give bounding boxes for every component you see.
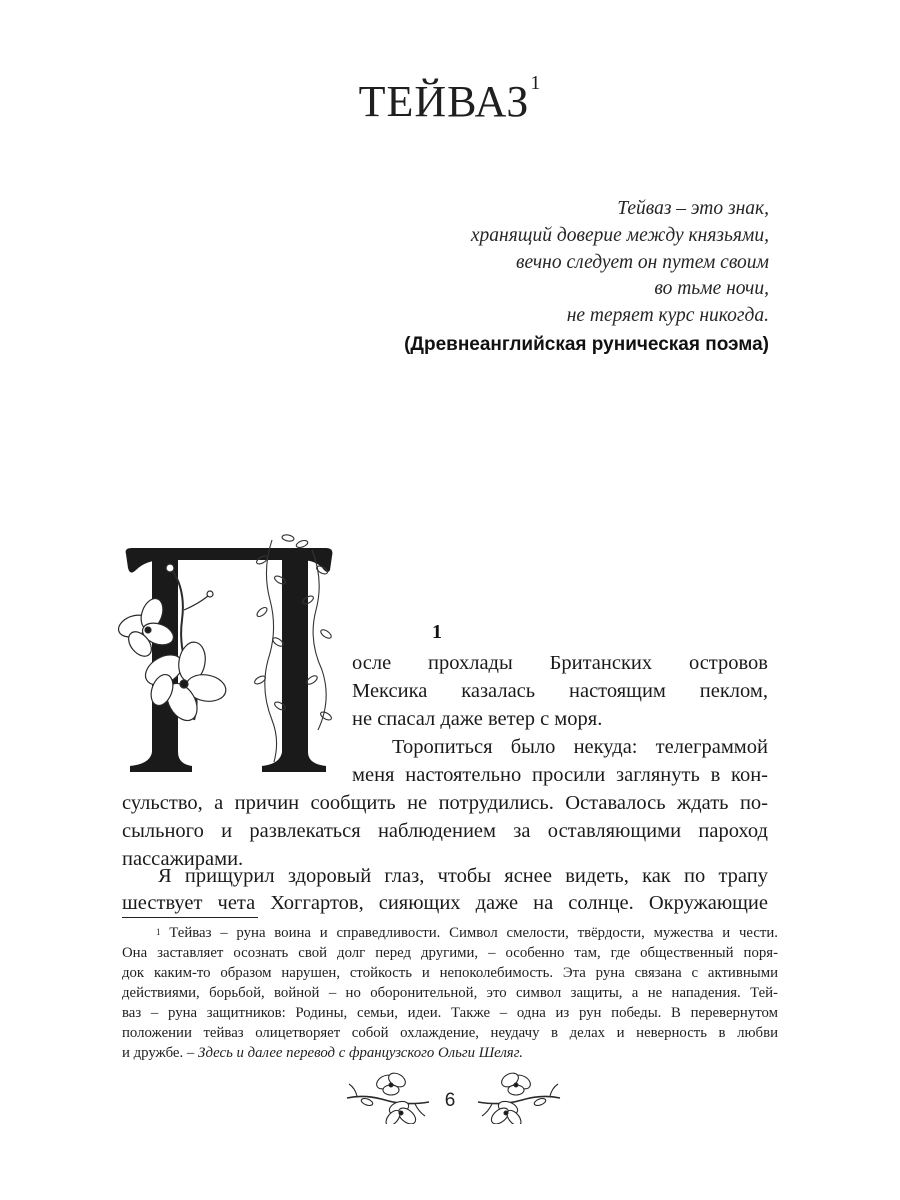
epigraph-line: во тьме ночи, (654, 278, 769, 300)
section-number: 1 (432, 621, 442, 643)
body-line: пассажирами. (122, 848, 244, 870)
epigraph-source: (Древнеанглийская руническая поэма) (404, 333, 769, 355)
page-number: 6 (444, 1090, 456, 1111)
footnote-line: положении тейваз олицетворяет собой охлаждение, неудачу в делах и неверность в любви (122, 1025, 778, 1041)
body-line: Я прищурил здоровый глаз, чтобы яснее видеть, как по трапу (158, 865, 768, 887)
translator-credit: Здесь и далее перевод с французского Ольги Шеляг. (197, 1045, 523, 1061)
footnote-reference[interactable]: 1 (530, 72, 542, 94)
dropcap-letter (112, 530, 348, 780)
magnolia-branch-left-icon (345, 1068, 431, 1124)
epigraph-line: вечно следует он путем своим (516, 251, 769, 273)
body-line: шествует чета Хоггартов, сияющих даже на солнце. Окружающие (122, 892, 768, 914)
body-line: Мексика казалась настоящим пеклом, (352, 680, 768, 702)
magnolia-branch-right-icon (476, 1068, 562, 1124)
footnote-line: док каким-то образом нарушен, стойкость и непоколебимость. Эта руна связана с активными (122, 965, 778, 981)
body-line: сульство, а причин сообщить не потрудились. Оставалось ждать по- (122, 792, 768, 814)
epigraph (249, 196, 769, 359)
body-line: не спасал даже ветер с моря. (352, 708, 603, 730)
footnote-line-text: Тейваз – руна воина и справедливости. Символ смелости, твёрдости, мужества и чести. (169, 925, 779, 941)
footnote-divider (122, 917, 258, 918)
chapter-title-text: ТЕЙВАЗ (358, 77, 530, 126)
body-line: осле прохлады Британских островов (352, 652, 768, 674)
body-line: сыльного и развлекаться наблюдением за оставляющими пароход (122, 820, 768, 842)
footnote-line (122, 1044, 778, 1064)
footnote-marker: 1 (156, 927, 161, 937)
footnote-line (122, 924, 778, 944)
footnote-line-text: и дружбе. – (122, 1045, 198, 1061)
footnote-line: Она заставляет осознать свой долг перед другими, – особенно там, где общественный поря- (122, 945, 778, 961)
chapter-title (0, 72, 900, 127)
epigraph-line: Тейваз – это знак, (617, 198, 769, 219)
epigraph-line: хранящий доверие между князьями, (470, 224, 769, 246)
epigraph-line: не теряет курс никогда. (566, 305, 769, 327)
body-line: Торопиться было некуда: телеграммой (392, 736, 768, 758)
footnote-line: действиями, борьбой, войной – но оборонительной, это символ защиты, а не нападения. Тей- (122, 985, 778, 1001)
footnote-line: ваз – руна защитников: Родины, семьи, идеи. Также – одна из рун победы. В перевернутом (122, 1005, 778, 1021)
body-line: меня настоятельно просили заглянуть в кон- (352, 764, 768, 786)
